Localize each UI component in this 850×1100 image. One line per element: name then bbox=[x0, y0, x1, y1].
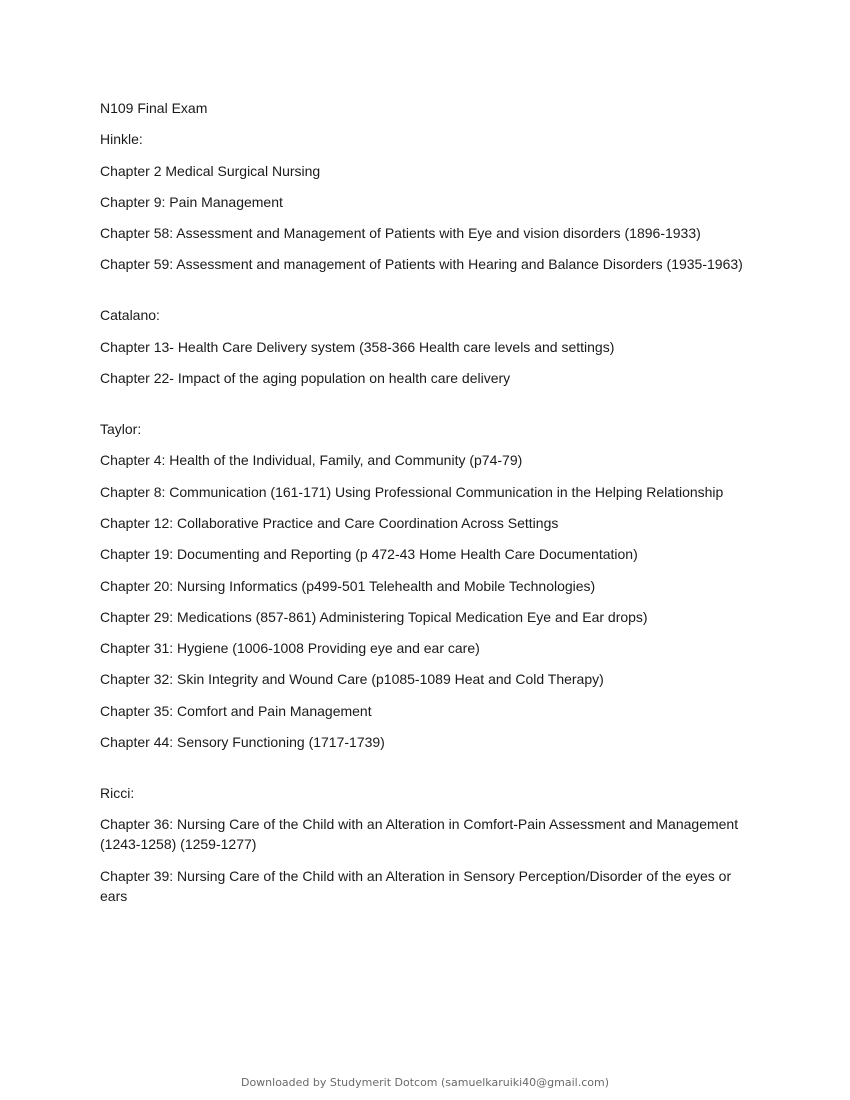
chapter-item: Chapter 39: Nursing Care of the Child with an Alteration in Sensory Perception/Disorder of the eyes or ears bbox=[100, 867, 732, 904]
chapter-item: Chapter 32: Skin Integrity and Wound Care (p1085-1089 Heat and Cold Therapy) bbox=[100, 671, 604, 688]
section-ricci bbox=[100, 783, 750, 906]
section-taylor bbox=[100, 419, 750, 752]
chapter-item: Chapter 2 Medical Surgical Nursing bbox=[100, 162, 321, 179]
chapter-item: Chapter 44: Sensory Functioning (1717-1739) bbox=[100, 734, 385, 751]
document-title: N109 Final Exam bbox=[100, 100, 208, 116]
chapter-item: Chapter 19: Documenting and Reporting (p 472-43 Home Health Care Documentation) bbox=[100, 546, 638, 563]
chapter-item: Chapter 31: Hygiene (1006-1008 Providing eye and ear care) bbox=[100, 640, 480, 657]
section-heading: Ricci: bbox=[100, 785, 135, 802]
chapter-item: Chapter 9: Pain Management bbox=[100, 193, 283, 210]
chapter-item: Chapter 20: Nursing Informatics (p499-501 Telehealth and Mobile Technologies) bbox=[100, 577, 596, 594]
section-heading: Taylor: bbox=[100, 421, 142, 438]
chapter-item: Chapter 13- Health Care Delivery system (358-366 Health care levels and settings) bbox=[100, 338, 615, 355]
chapter-item: Chapter 36: Nursing Care of the Child with an Alteration in Comfort-Pain Assessment and Management (1243-1258) (1259-1277) bbox=[100, 816, 739, 853]
section-heading: Hinkle: bbox=[100, 131, 143, 148]
download-footer: Downloaded by Studymerit Dotcom (samuelkaruiki40@gmail.com) bbox=[240, 1076, 610, 1089]
chapter-item: Chapter 29: Medications (857-861) Administering Topical Medication Eye and Ear drops) bbox=[100, 608, 648, 625]
chapter-item: Chapter 35: Comfort and Pain Management bbox=[100, 702, 372, 719]
chapter-item: Chapter 8: Communication (161-171) Using Professional Communication in the Helping Relationship bbox=[100, 483, 724, 500]
document-body bbox=[100, 98, 750, 917]
section-heading: Catalano: bbox=[100, 307, 160, 324]
chapter-item: Chapter 58: Assessment and Management of Patients with Eye and vision disorders (1896-1933) bbox=[100, 225, 701, 242]
section-catalano bbox=[100, 305, 750, 388]
chapter-item: Chapter 4: Health of the Individual, Family, and Community (p74-79) bbox=[100, 452, 523, 469]
section-hinkle bbox=[100, 129, 750, 274]
chapter-item: Chapter 22- Impact of the aging population on health care delivery bbox=[100, 370, 511, 387]
chapter-item: Chapter 59: Assessment and management of Patients with Hearing and Balance Disorders (1935-1963) bbox=[100, 256, 743, 273]
chapter-item: Chapter 12: Collaborative Practice and Care Coordination Across Settings bbox=[100, 514, 559, 531]
